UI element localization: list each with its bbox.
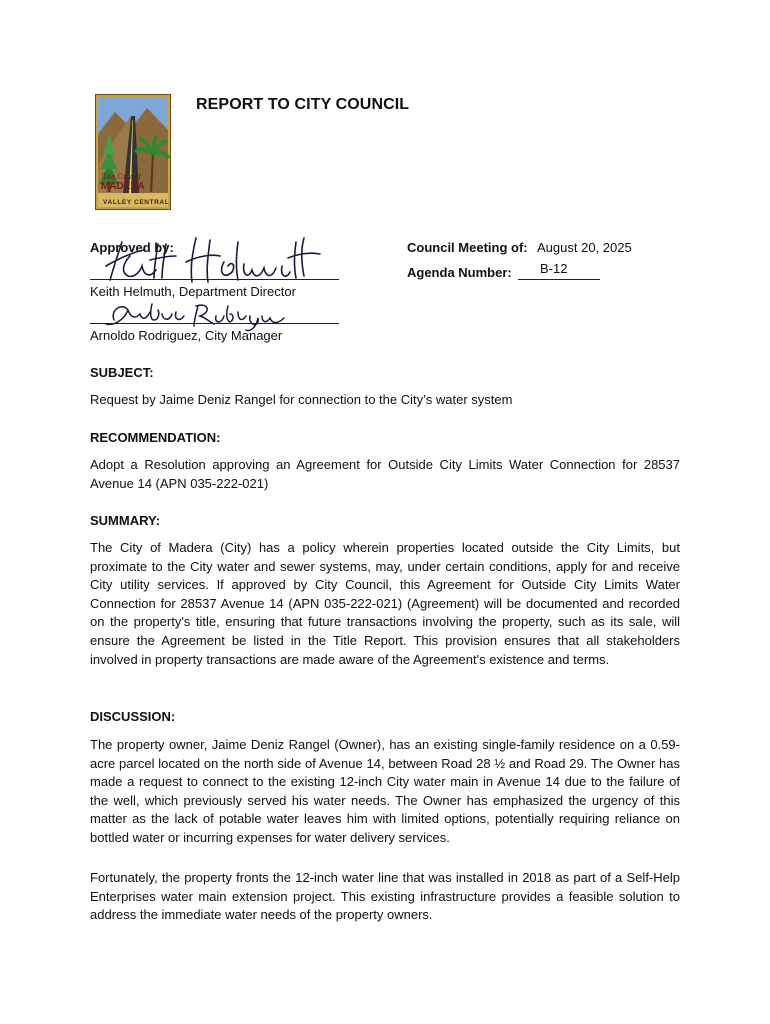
city-manager-name: Arnoldo Rodriguez, City Manager xyxy=(90,328,283,343)
recommendation-heading: RECOMMENDATION: xyxy=(90,430,221,445)
subject-text: Request by Jaime Deniz Rangel for connection to the City’s water system xyxy=(90,392,513,407)
council-meeting-label: Council Meeting of: xyxy=(407,240,528,255)
director-signature-line xyxy=(90,279,339,280)
discussion-paragraph-2: Fortunately, the property fronts the 12-inch water line that was installed in 2018 as part of a Self-Help Enterprises water main extension project. This existing infrastructure provides a feasible solution to address the immediate water needs of the property owners. xyxy=(90,870,680,923)
agenda-number-value: B-12 xyxy=(540,261,568,276)
subject-heading: SUBJECT: xyxy=(90,365,154,380)
discussion-heading: DISCUSSION: xyxy=(90,709,176,724)
summary-text: The City of Madera (City) has a policy wherein properties located outside the City Limits, but proximate to the City water and sewer systems, may, under certain conditions, apply for and receive City utility services. If approved by City Council, this Agreement for Outside City Limits Water Connection for 28537 Avenue 14 (APN 035-222-021) (Agreement) will be documented and recorded on the property's title, ensuring that future transactions involving the property, such as its sale, will ensure the Agreement be listed in the Title Report. This provision ensures that all stakeholders involved in property transactions are made aware of the Agreement's existence and terms. xyxy=(90,540,680,667)
report-title: REPORT TO CITY COUNCIL xyxy=(196,96,410,113)
city-manager-signature xyxy=(100,298,290,332)
council-meeting-date: August 20, 2025 xyxy=(537,240,632,255)
logo-the-city-of: The City of xyxy=(102,173,141,181)
city-of-madera-logo xyxy=(95,94,171,210)
logo-city-name: MADERA xyxy=(101,181,145,192)
summary-heading: SUMMARY: xyxy=(90,513,161,528)
department-director-name: Keith Helmuth, Department Director xyxy=(90,284,296,299)
recommendation-text: Adopt a Resolution approving an Agreement for Outside City Limits Water Connection for 28537 Avenue 14 (APN 035-222-021) xyxy=(90,457,680,491)
approved-by-label: Approved by: xyxy=(90,240,174,255)
agenda-number-label: Agenda Number: xyxy=(407,265,512,280)
discussion-paragraph-1: The property owner, Jaime Deniz Rangel (Owner), has an existing single-family residence on a 0.59-acre parcel located on the north side of Avenue 14, between Road 28 ½ and Road 29. The Owner has made a request to connect to the existing 12-inch City water main in Avenue 14 due to the failure of the well, which previously served his water needs. The Owner has emphasized the urgency of this matter as the lack of potable water leaves him with limited options, potentially requiring reliance on bottled water or incurring expenses for water delivery services. xyxy=(90,737,680,845)
logo-tagline: VALLEY CENTRAL xyxy=(103,199,170,206)
manager-signature-line xyxy=(90,323,339,324)
agenda-number-line xyxy=(518,279,600,280)
